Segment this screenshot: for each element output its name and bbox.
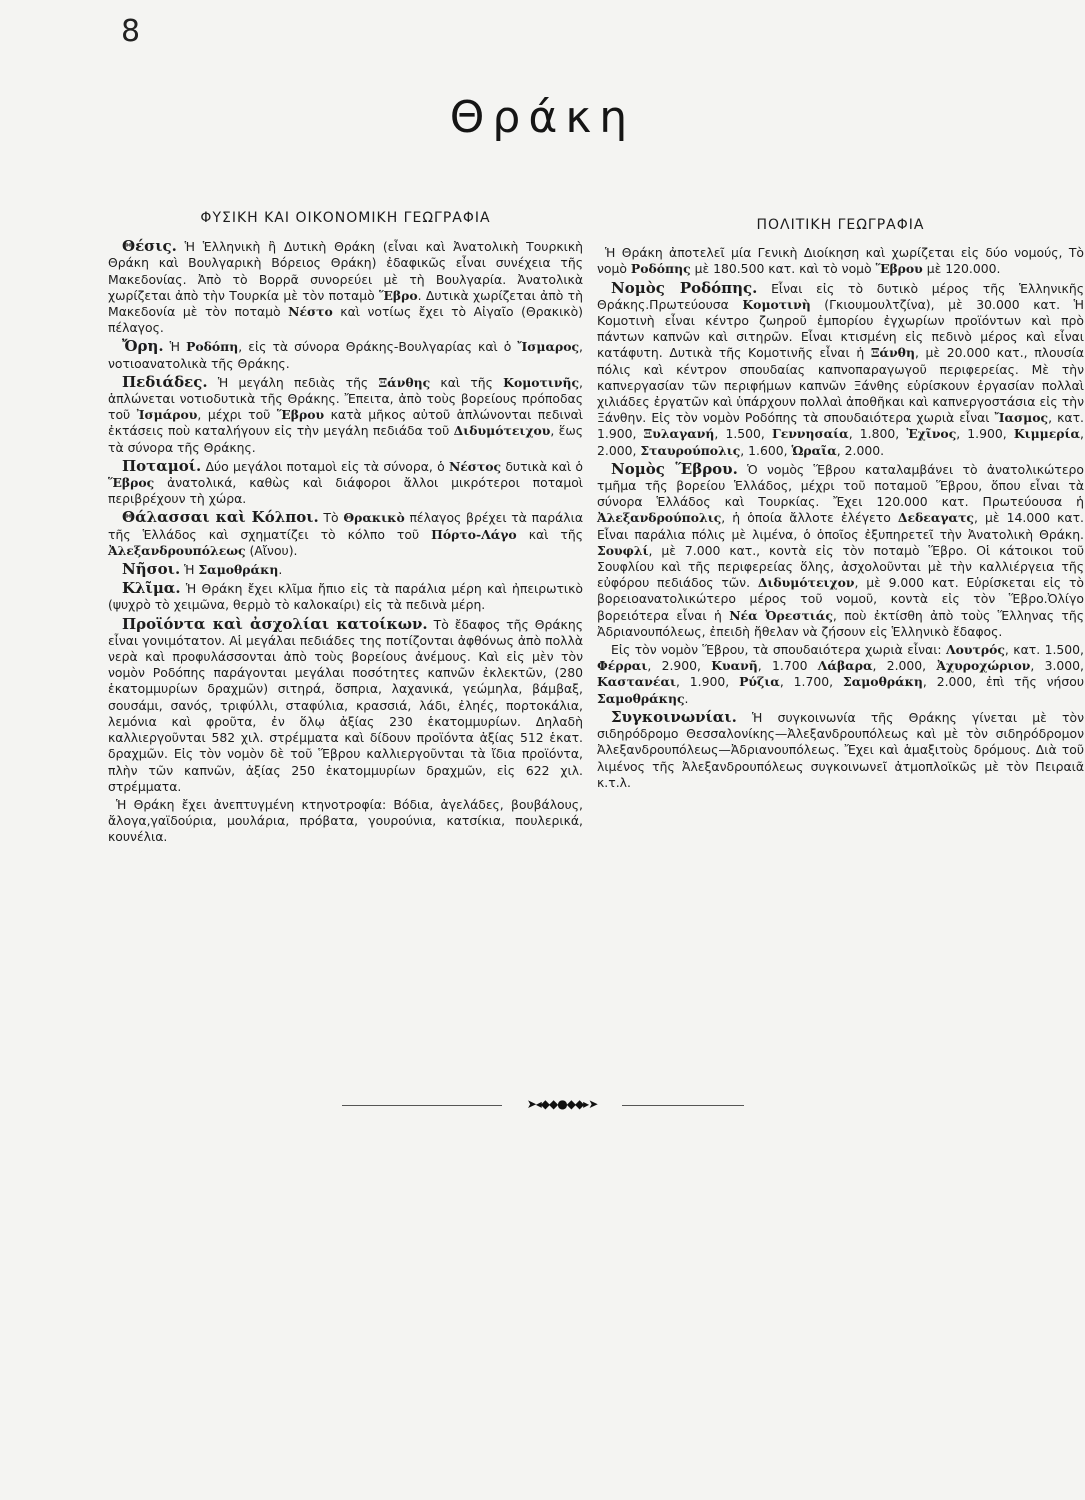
section-divider <box>342 1097 744 1115</box>
text: , 1.500, <box>714 426 772 442</box>
bold-term: Σαμοθράκη <box>842 674 923 690</box>
paragraph-position <box>108 238 583 336</box>
lead-term: Κλῖμα. <box>122 579 181 598</box>
bold-term: Ἐχῖνος <box>906 426 957 442</box>
bold-term: Νέστο <box>288 304 333 320</box>
bold-term: Φέρραι <box>597 658 648 674</box>
text: Εἶναι εἰς τὸ δυτικὸ μέρος τῆς Ἑλληνικῆς Θράκης.Πρωτεύουσα <box>597 280 1084 312</box>
lead-term: Προϊόντα καὶ ἀσχολίαι κατοίκων. <box>122 614 428 633</box>
bold-term: Λάβαρα <box>817 658 873 674</box>
text: καὶ νοτίως ἔχει τὸ Αἰγαῖο (Θρακικὸ) πέλαγος. <box>108 304 583 336</box>
text: , ἡ ὁποία ἄλλοτε ἐλέγετο <box>721 510 898 526</box>
paragraph-mountains <box>108 338 583 371</box>
bold-term: Πόρτο-Λάγο <box>431 526 517 542</box>
text: . <box>684 690 689 706</box>
text: (Γκιουμουλτζίνα), μὲ 30.000 κατ. Ἡ Κομοτινὴ εἶναι κέντρο ζωηροῦ ἐμπορίου ἐγχωρίων προϊόντων καὶ πρὸ πάντων καπνῶν καὶ σιτηρῶν. Εἶναι κτισμένη εἰς πεδινὸ μέρος καὶ εἶναι κατάφυτη. Δυτικὰ τῆς Κομοτινῆς εἶναι ἡ <box>597 296 1085 361</box>
text: καὶ τῆς <box>430 374 504 390</box>
bold-term: Ἕβρο <box>379 287 418 303</box>
bold-term: Ξυλαγανή <box>643 426 715 442</box>
text: . Δυτικὰ χωρίζεται ἀπὸ τὴ Μακεδονία μὲ τὸν ποταμὸ <box>108 287 583 320</box>
bold-term: Ἰσμάρου <box>136 407 198 423</box>
text: , 1.800, <box>848 426 907 442</box>
lead-term: Ὄρη. <box>122 337 164 356</box>
text: , 1.900, <box>956 426 1014 442</box>
bold-term: Ἀλεξανδρούπολις <box>597 510 722 526</box>
divider-line-left <box>342 1105 502 1106</box>
lead-term: Νομὸς Ἕβρου. <box>611 459 738 478</box>
text: (Αἴνου). <box>245 542 298 558</box>
ornament-icon: ➤◂◆◆●◆◆▸➤ <box>526 1097 598 1111</box>
bold-term: Ἕβρου <box>875 261 923 277</box>
bold-term: Κομοτινὴ <box>742 296 811 312</box>
bold-term: Λουτρός <box>946 642 1005 658</box>
paragraph-products <box>108 616 583 795</box>
paragraph-rodopi <box>597 280 1084 459</box>
text: , 1.700 <box>757 658 818 674</box>
bold-term: Νέα Ὀρεστιάς <box>729 607 833 623</box>
text: , νοτιοανατολικὰ τῆς Θράκης. <box>108 339 583 371</box>
text: Εἰς τὸν νομὸν Ἕβρου, τὰ σπουδαιότερα χωριὰ εἶναι: <box>611 642 947 658</box>
bold-term: Ξάνθη <box>870 345 915 361</box>
text: μὲ 180.500 κατ. καὶ τὸ νομὸ <box>690 261 876 277</box>
paragraph-evros-villages <box>597 642 1084 707</box>
text: , 1.900, <box>675 674 740 690</box>
bold-term: Καστανέαι <box>597 674 676 690</box>
text: . <box>278 562 283 578</box>
text: , 1.700, <box>779 674 843 690</box>
text: , 3.000, <box>1030 658 1084 674</box>
bold-term: Ἴασμος <box>994 410 1049 426</box>
bold-term: Ὡραῖα <box>791 442 837 458</box>
text: Ἡ συγκοινωνία τῆς Θράκης γίνεται μὲ τὸν σιδηρόδρομο Θεσσαλονίκης—Ἀλεξανδρουπόλεως καὶ μὲ τὸν σιδηρόδρομον Ἀλεξανδρουπόλεως—Ἀδριανουπόλεως. Ἔχει καὶ ἁμαξιτοὺς δρόμους. Διὰ τοῦ λιμένος τῆς Ἀλεξανδρουπόλεως συγκοινωνεῖ ἀτμοπλοϊκῶς μὲ τὸν Πειραιᾶ κ.τ.λ. <box>597 709 1084 790</box>
text: Ἡ Θράκη ἔχει κλῖμα ἤπιο εἰς τὰ παράλια μέρη καὶ ἠπειρωτικὸ (ψυχρὸ τὸ χειμῶνα, θερμὸ τὸ καλοκαίρι) εἰς τὰ πεδινὰ μέρη. <box>108 581 583 613</box>
text: καὶ τῆς <box>516 526 583 542</box>
text: Δύο μεγάλοι ποταμοὶ εἰς τὰ σύνορα, ὁ <box>201 458 449 474</box>
paragraph-islands <box>108 561 583 578</box>
text: Ἡ <box>163 339 187 355</box>
bold-term: Σταυρούπολις <box>640 442 741 458</box>
bold-term: Ἴσμαρος <box>517 339 580 355</box>
bold-term: Ἕβρου <box>276 407 325 423</box>
text: Ὁ νομὸς Ἕβρου καταλαμβάνει τὸ ἀνατολικώτερο τμῆμα τῆς βορείου Ἑλλάδος, μέχρι τοῦ ποταμοῦ Ἕβρου, ὅπου εἶναι τὰ σύνορα Ἑλλάδος καὶ Τουρκίας. Ἔχει 120.000 κατ. Πρωτεύουσα ἡ <box>597 461 1084 510</box>
bold-term: Ἕβρος <box>108 475 155 491</box>
bold-term: Γεννησαία <box>771 426 849 442</box>
paragraph-plains <box>108 374 583 456</box>
page-title: Θράκη <box>449 92 636 143</box>
lead-term: Συγκοινωνίαι. <box>611 707 737 726</box>
bold-term: Ροδόπης <box>630 261 691 277</box>
text: πέλαγος βρέχει τὰ παράλια τῆς Ἑλλάδος καὶ σχηματίζει τὸ κόλπο τοῦ <box>108 510 584 542</box>
lead-term: Νομὸς Ροδόπης. <box>611 278 758 297</box>
bold-term: Ξάνθης <box>378 374 431 390</box>
text: , 2.900, <box>647 658 712 674</box>
text: , 1.600, <box>740 442 792 458</box>
page-number: 8 <box>121 14 141 49</box>
bold-term: Ροδόπη <box>186 339 239 355</box>
paragraph-climate <box>108 580 583 613</box>
bold-term: Ἀχυροχώριον <box>936 658 1031 674</box>
paragraph-livestock: Ἡ Θράκη ἔχει ἀνεπτυγμένη κτηνοτροφία: Βόδια, ἀγελάδες, βουβάλους, ἄλογα,γαϊδούρια, μουλάρια, πρόβατα, γουρούνια, κατσίκια, πουλερικά, κουνέλια. <box>108 796 583 845</box>
text: ἀνατολικά, καθὼς καὶ διάφοροι ἄλλοι μικρότεροι ποταμοὶ περιβρέχουν τὴ χώρα. <box>108 475 583 507</box>
political-geography-column <box>597 217 1084 793</box>
bold-term: Ἀλεξανδρουπόλεως <box>108 542 246 558</box>
paragraph-rivers <box>108 458 583 508</box>
text: , 2.000. <box>836 442 885 458</box>
divider-line-right <box>622 1105 744 1106</box>
political-geography-heading: ΠΟΛΙΤΙΚΗ ΓΕΩΓΡΑΦΙΑ <box>756 217 925 233</box>
physical-geography-heading: ΦΥΣΙΚΗ ΚΑΙ ΟΙΚΟΝΟΜΙΚΗ ΓΕΩΓΡΑΦΙΑ <box>200 210 491 226</box>
text: , εἰς τὰ σύνορα Θράκης-Βουλγαρίας καὶ ὁ <box>238 339 518 355</box>
bold-term: Σαμοθράκης <box>597 690 685 706</box>
text: κατὰ μῆκος αὐτοῦ ἁπλώνονται πεδιναὶ ἐκτάσεις ποὺ καταλήγουν εἰς τὴν μεγάλη πεδιάδα τοῦ <box>108 407 583 439</box>
bold-term: Δεδεαγατς <box>897 510 974 526</box>
text: , 2.000, ἐπὶ τῆς νήσου <box>922 674 1085 690</box>
text: , μὲ 14.000 κατ. Εἶναι παράλια πόλις μὲ λιμένα, ὁ ὁποῖος ἐξυπηρετεῖ τὴν Ἀνατολικὴ Θράκη. <box>597 510 1084 542</box>
paragraph-transport <box>597 709 1084 791</box>
text: Ἡ μεγάλη πεδιὰς τῆς <box>207 374 379 390</box>
bold-term: Κομοτινῆς <box>503 374 580 390</box>
text: δυτικὰ καὶ ὁ <box>501 458 583 474</box>
paragraph-seas <box>108 509 583 559</box>
text: Ἡ Θράκη ἀποτελεῖ μία Γενικὴ Διοίκηση καὶ χωρίζεται εἰς δύο νομούς, Τὸ νομὸ <box>597 245 1084 277</box>
lead-term: Θάλασσαι καὶ Κόλποι. <box>122 508 319 527</box>
text: , κατ. 1.500, <box>1004 642 1084 658</box>
bold-term: Κιμμερία <box>1013 426 1081 442</box>
text: , 2.000, <box>597 426 1084 458</box>
text: Ἡ Ἑλληνικὴ ἢ Δυτικὴ Θράκη (εἶναι καὶ Ἀνατολικὴ Τουρκικὴ Θράκη καὶ Βουλγαρικὴ Βόρειος Θράκη) ἐδαφικῶς εἶναι συνέχεια τῆς Μακεδονίας. Ἀπὸ τὸ Βορρᾶ συνορεύει μὲ τὴ Βουλγαρία. Ἀνατολικὰ χωρίζεται ἀπὸ τὴν Τουρκία μὲ τὸν ποταμὸ <box>108 239 583 303</box>
text: Ἡ <box>180 562 199 578</box>
bold-term: Διδυμότειχον <box>757 575 855 591</box>
bold-term: Θρακικὸ <box>343 510 405 526</box>
lead-term: Θέσις. <box>122 237 177 256</box>
text: , μὲ 20.000 κατ., πλουσία πόλις καὶ κέντρον σπουδαίας καπνοπαραγωγοῦ περιφερείας. Μὲ τὴν καπνεργασίαν τῶν περιφήμων καπνῶν Ξάνθης εὑρίσκουν ἐργασίαν πολλαὶ χιλιάδες ἐργατῶν καὶ ὑπάρχουν πολλαὶ ἀποθῆκαι καὶ καπνεργοστάσια εἰς τὴν Ξάνθην. Εἰς τὸν νομὸν Ροδόπης τὰ σπουδαιότερα χωριὰ εἶναι <box>597 345 1084 426</box>
paragraph-administration <box>597 245 1084 277</box>
lead-term: Νῆσοι. <box>122 560 181 579</box>
bold-term: Διδυμότειχου <box>453 423 551 439</box>
lead-term: Πεδιάδες. <box>122 372 208 391</box>
text: μὲ 120.000. <box>922 261 1001 277</box>
bold-term: Κυανῆ <box>711 658 758 674</box>
physical-geography-column <box>108 210 583 848</box>
bold-term: Σαμοθράκη <box>198 562 279 578</box>
text: , ἕως τὰ σύνορα τῆς Θράκης. <box>108 423 583 455</box>
text: , ποὺ ἐκτίσθη ἀπὸ τοὺς Ἕλληνας τῆς Ἀδριανουπόλεως, ἐπειδὴ ἤθελαν νὰ ζήσουν εἰς Ἑλληνικὸ ἔδαφος. <box>597 607 1085 639</box>
bold-term: Ρύζια <box>739 674 780 690</box>
text: , μὲ 7.000 κατ., κοντὰ εἰς τὸν ποταμὸ Ἕβρο. Οἱ κάτοικοι τοῦ Σουφλίου καὶ τῆς περιφερείας ὅλης, ἀσχολοῦνται μὲ τὴν καλλιέργεια τῆς εὐφόρου πεδιάδος τῶν. <box>597 542 1084 591</box>
bold-term: Νέστος <box>448 458 502 474</box>
text: , μὲ 9.000 κατ. Εὑρίσκεται εἰς τὸ βορειοανατολικώτερο μέρος τοῦ νομοῦ, κοντὰ εἰς τὸν Ἕβρο.Ὀλίγο βορειότερα εἶναι ἡ <box>597 575 1084 623</box>
text: , 2.000, <box>872 658 937 674</box>
text: Τὸ <box>318 510 344 526</box>
text: Τὸ ἔδαφος τῆς Θράκης εἶναι γονιμότατον. Αἱ μεγάλαι πεδιάδες της ποτίζονται ἀφθόνως ἀπὸ πολλὰ νερὰ καὶ προφυλάσσονται ἀπὸ τοὺς βορείους ἀνέμους. Καὶ εἰς μὲν τὸν νομὸν Ροδόπης παράγονται μεγάλαι ποσότητες καπνῶν ἐκλεκτῶν, (280 ἑκατομμυρίων δραχμῶν) σιτηρά, ὄσπρια, λαχανικά, γεώμηλα, βάμβαξ, σουσάμι, σανός, τριφύλλι, σταφύλια, κρασσιά, λάδι, ἐληές, πορτοκάλια, λεμόνια καὶ φροῦτα, ἐν ὅλῳ ἀξίας 230 ἑκατομμυρίων. Δηλαδὴ καλλιεργοῦνται 582 χιλ. στρέμματα καὶ δίδουν προϊόντα ἀξίας 512 ἑκατ. δραχμῶν. Εἰς τὸν νομὸν δὲ τοῦ Ἕβρου καλλιεργοῦνται τὰ ἴδια προϊόντα, πλὴν τῶν καπνῶν, ἀξίας 250 ἑκατομμυρίων δραχμῶν, εἰς 622 χιλ. στρέμματα. <box>108 616 583 794</box>
bold-term: Σουφλί <box>597 542 649 558</box>
text: , μέχρι τοῦ <box>197 407 277 423</box>
paragraph-evros <box>597 461 1084 640</box>
text: , κατ. 1.900, <box>597 410 1084 442</box>
text: , ἁπλώνεται νοτιοδυτικὰ τῆς Θράκης. Ἔπειτα, ἀπὸ τοὺς βορείους πρόποδας τοῦ <box>108 374 583 423</box>
lead-term: Ποταμοί. <box>122 456 202 475</box>
